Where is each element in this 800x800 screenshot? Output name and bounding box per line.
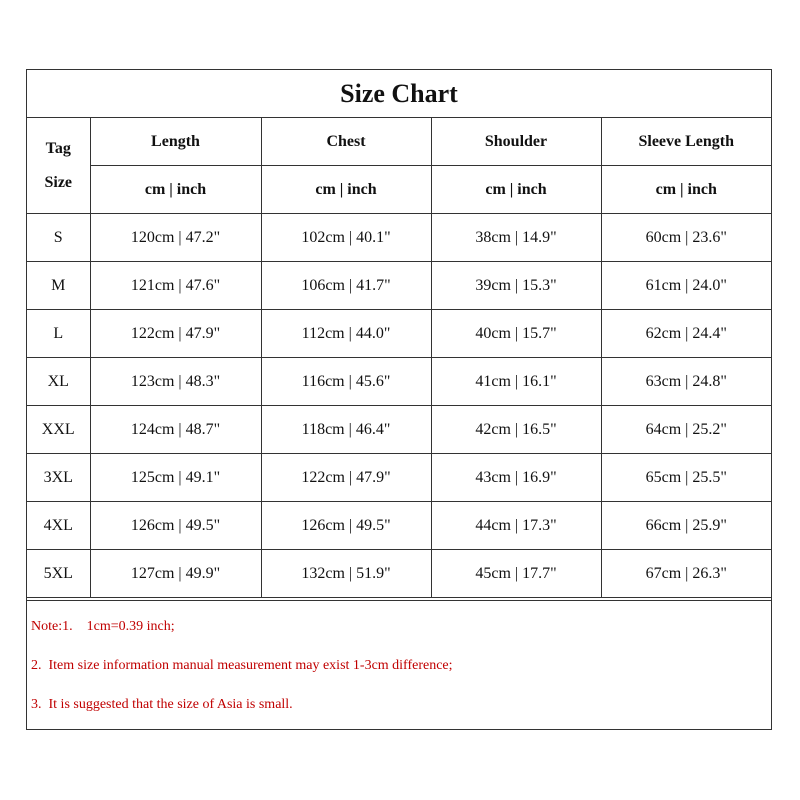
sleeve-cell: 64cm | 25.2" <box>601 406 771 454</box>
length-cell: 121cm | 47.6" <box>90 262 261 310</box>
chest-cell: 102cm | 40.1" <box>261 214 431 262</box>
column-header-chest: Chest <box>261 118 431 166</box>
table-row <box>27 262 771 310</box>
shoulder-cell: 39cm | 15.3" <box>431 262 601 310</box>
note-2: 2. Item size information manual measurement may exist 1-3cm difference; <box>31 658 453 673</box>
length-cell: 125cm | 49.1" <box>90 454 261 502</box>
shoulder-cell: 45cm | 17.7" <box>431 550 601 598</box>
chest-cell: 122cm | 47.9" <box>261 454 431 502</box>
chest-cell: 116cm | 45.6" <box>261 358 431 406</box>
unit-row <box>27 166 771 214</box>
shoulder-cell: 38cm | 14.9" <box>431 214 601 262</box>
unit-chest: cm | inch <box>261 166 431 214</box>
column-header-sleeve-length: Sleeve Length <box>601 118 771 166</box>
size-cell: M <box>27 262 90 310</box>
sleeve-cell: 62cm | 24.4" <box>601 310 771 358</box>
size-cell: 5XL <box>27 550 90 598</box>
sleeve-cell: 60cm | 23.6" <box>601 214 771 262</box>
size-cell: XL <box>27 358 90 406</box>
size-cell: 3XL <box>27 454 90 502</box>
shoulder-cell: 42cm | 16.5" <box>431 406 601 454</box>
unit-length: cm | inch <box>90 166 261 214</box>
size-cell: S <box>27 214 90 262</box>
size-cell: XXL <box>27 406 90 454</box>
length-cell: 127cm | 49.9" <box>90 550 261 598</box>
tag-size-header <box>27 118 90 214</box>
table-row <box>27 502 771 550</box>
size-table-body <box>27 118 771 598</box>
length-cell: 124cm | 48.7" <box>90 406 261 454</box>
chest-cell: 106cm | 41.7" <box>261 262 431 310</box>
table-row <box>27 310 771 358</box>
shoulder-cell: 43cm | 16.9" <box>431 454 601 502</box>
unit-shoulder: cm | inch <box>431 166 601 214</box>
table-row <box>27 406 771 454</box>
sleeve-cell: 67cm | 26.3" <box>601 550 771 598</box>
sleeve-cell: 61cm | 24.0" <box>601 262 771 310</box>
chest-cell: 118cm | 46.4" <box>261 406 431 454</box>
sleeve-cell: 65cm | 25.5" <box>601 454 771 502</box>
size-cell: 4XL <box>27 502 90 550</box>
sleeve-cell: 63cm | 24.8" <box>601 358 771 406</box>
length-cell: 126cm | 49.5" <box>90 502 261 550</box>
table-row <box>27 358 771 406</box>
chest-cell: 132cm | 51.9" <box>261 550 431 598</box>
table-row <box>27 550 771 598</box>
size-chart <box>26 69 772 730</box>
chest-cell: 112cm | 44.0" <box>261 310 431 358</box>
column-header-length: Length <box>90 118 261 166</box>
notes-section <box>27 600 771 712</box>
unit-sleeve-length: cm | inch <box>601 166 771 214</box>
tag-label: Tag <box>45 139 71 157</box>
header-row <box>27 118 771 166</box>
table-row <box>27 214 771 262</box>
size-cell: L <box>27 310 90 358</box>
note-1: Note:1. 1cm=0.39 inch; <box>31 619 175 634</box>
size-label: Size <box>44 173 73 191</box>
chest-cell: 126cm | 49.5" <box>261 502 431 550</box>
chart-title: Size Chart <box>27 70 771 118</box>
size-table <box>27 118 771 598</box>
shoulder-cell: 44cm | 17.3" <box>431 502 601 550</box>
sleeve-cell: 66cm | 25.9" <box>601 502 771 550</box>
length-cell: 123cm | 48.3" <box>90 358 261 406</box>
length-cell: 122cm | 47.9" <box>90 310 261 358</box>
column-header-shoulder: Shoulder <box>431 118 601 166</box>
table-row <box>27 454 771 502</box>
note-3: 3. It is suggested that the size of Asia is small. <box>31 697 293 712</box>
shoulder-cell: 41cm | 16.1" <box>431 358 601 406</box>
shoulder-cell: 40cm | 15.7" <box>431 310 601 358</box>
length-cell: 120cm | 47.2" <box>90 214 261 262</box>
